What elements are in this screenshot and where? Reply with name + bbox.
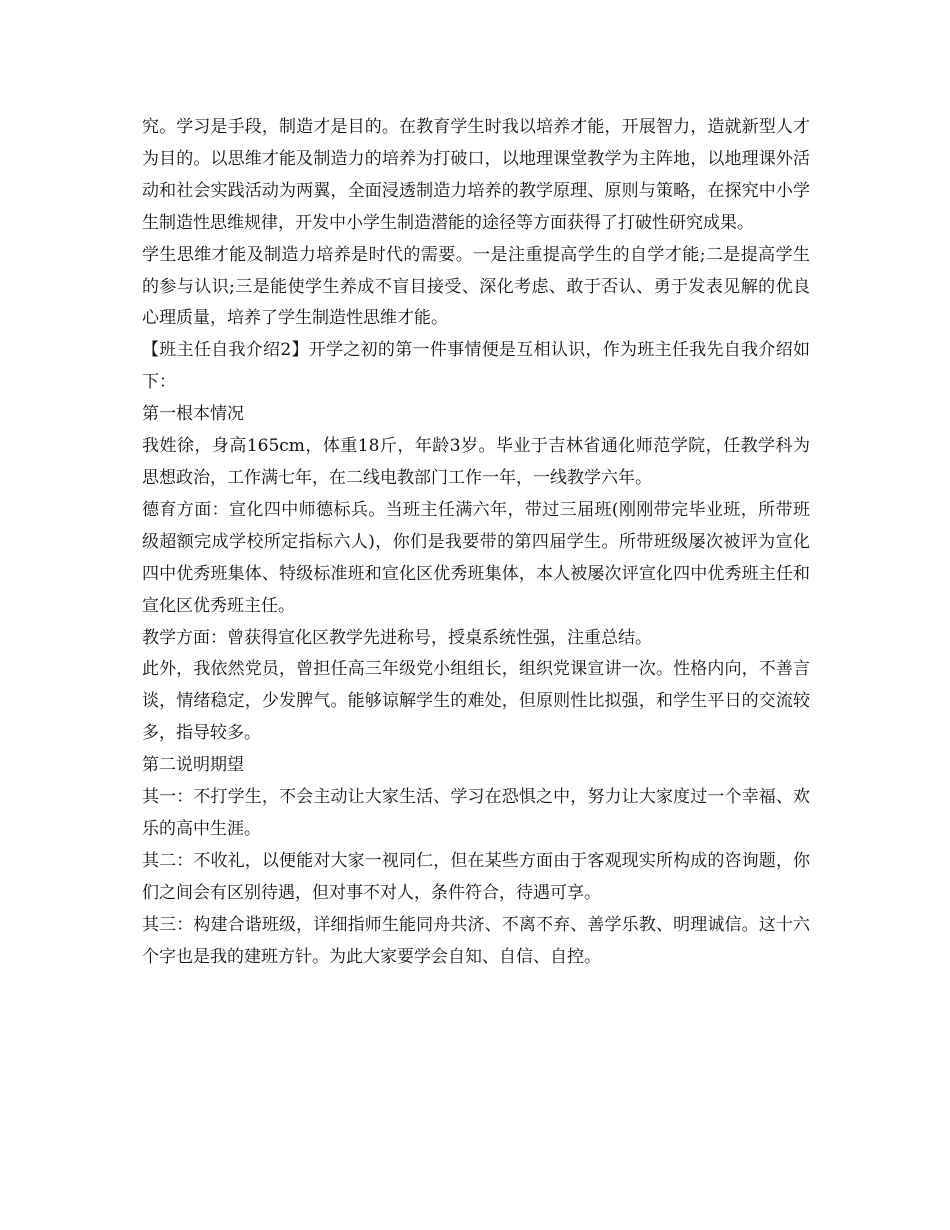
paragraph-personality: 此外，我依然党员，曾担任高三年级党小组组长，组织党课宣讲一次。性格内向，不善言谈，情绪稳定，少发脾气。能够谅解学生的难处，但原则性比拟强，和学生平日的交流较多，指导较多。 bbox=[142, 659, 810, 744]
paragraph-moral-education: 德育方面：宣化四中师德标兵。当班主任满六年，带过三届班(刚刚带完毕业班，所带班级超额完成学校所定指标六人)，你们是我要带的第四届学生。所带班级屡次被评为宣化四中优秀班集体、特级标准班和宣化区优秀班集体，本人被屡次评宣化四中优秀班主任和宣化区优秀班主任。 bbox=[142, 499, 810, 616]
document-body bbox=[142, 112, 810, 973]
paragraph-self-intro-2: 【班主任自我介绍2】开学之初的第一件事情便是互相认识，作为班主任我先自我介绍如下： bbox=[142, 340, 810, 393]
paragraph-teaching: 教学方面：曾获得宣化区教学先进称号，授桌系统性强，注重总结。 bbox=[142, 627, 652, 648]
paragraph-expectation-1: 其一：不打学生，不会主动让大家生活、学习在恐惧之中，努力让大家度过一个幸福、欢乐的高中生涯。 bbox=[142, 787, 810, 839]
section-heading-expectations: 第二说明期望 bbox=[142, 755, 244, 776]
paragraph-thinking-ability: 学生思维才能及制造力培养是时代的需要。一是注重提高学生的自学才能;二是提高学生的参与认识;三是能使学生养成不盲目接受、深化考虑、敢于否认、勇于发表见解的优良心理质量，培养了学生制造性思维才能。 bbox=[142, 244, 810, 329]
paragraph-expectation-3: 其三：构建合谐班级，详细指师生能同舟共济、不离不弃、善学乐教、明理诚信。这十六个字也是我的建班方针。为此大家要学会自知、自信、自控。 bbox=[142, 914, 810, 967]
paragraph-personal-info: 我姓徐，身高165cm，体重18斤，年龄3岁。毕业于吉林省通化师范学院，任教学科为思想政治，工作满七年，在二线电教部门工作一年，一线教学六年。 bbox=[142, 436, 810, 488]
paragraph-expectation-2: 其二：不收礼，以便能对大家一视同仁，但在某些方面由于客观现实所构成的咨询题，你们之间会有区别待遇，但对事不对人，条件符合，待遇可享。 bbox=[142, 850, 810, 903]
paragraph-research-results: 究。学习是手段，制造才是目的。在教育学生时我以培养才能，开展智力，造就新型人才为目的。以思维才能及制造力的培养为打破口，以地理课堂教学为主阵地，以地理课外活动和社会实践活动为两翼，全面浸透制造力培养的教学原理、原则与策略，在探究中小学生制造性思维规律，开发中小学生制造潜能的途径等方面获得了打破性研究成果。 bbox=[142, 117, 810, 233]
section-heading-basic-info: 第一根本情况 bbox=[142, 404, 244, 425]
